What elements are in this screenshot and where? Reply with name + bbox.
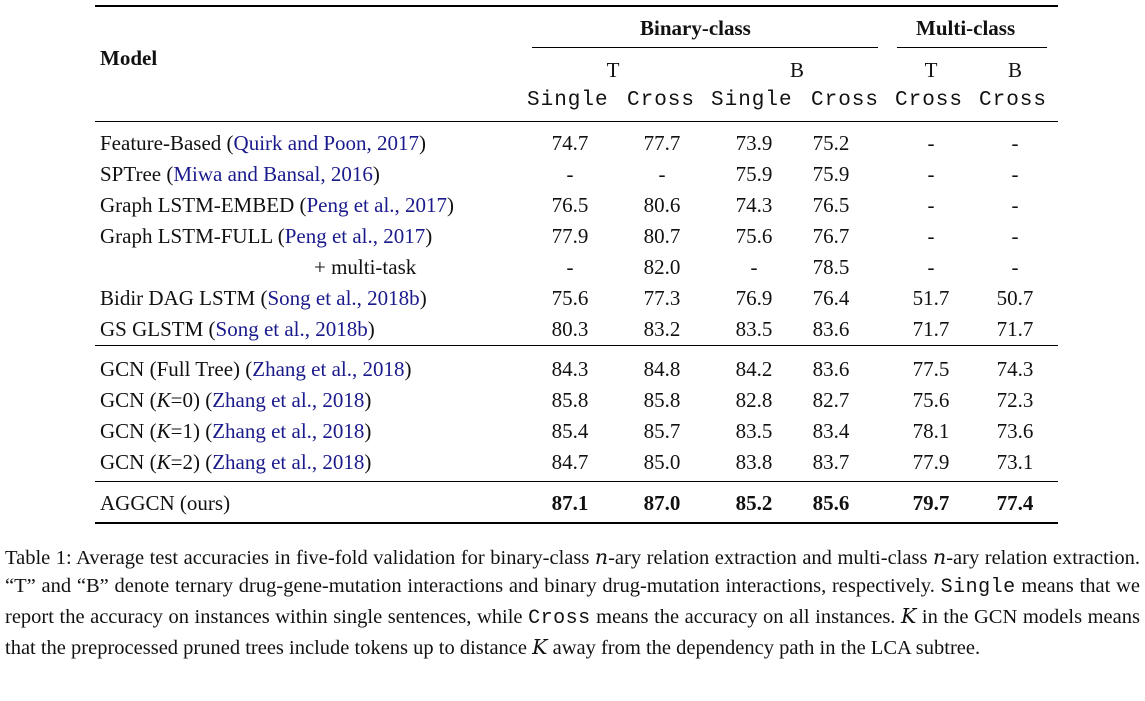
row-model-name: GCN (K=0) (Zhang et al., 2018) — [100, 388, 372, 412]
row-model-name: Feature-Based (Quirk and Poon, 2017) — [100, 131, 427, 155]
citation-link[interactable]: Song et al., 2018b — [267, 286, 420, 310]
table-cell: 76.4 — [812, 286, 850, 310]
caption-part-1: Table 1: Average test accuracies in five-fold validation for binary-class — [5, 547, 595, 569]
model-k-value: =0) — [170, 388, 200, 412]
table-cell: 77.9 — [912, 450, 950, 474]
table-cell: - — [658, 162, 666, 186]
group-rule-2 — [95, 481, 1058, 482]
header-binary-class: Binary-class — [640, 16, 751, 40]
model-label: Graph LSTM-EMBED — [100, 193, 295, 217]
model-k-symbol: K — [156, 419, 171, 443]
citation-link[interactable]: Zhang et al., 2018 — [212, 419, 365, 443]
table-cell: 75.9 — [812, 162, 850, 186]
table-cell: 75.6 — [735, 224, 773, 248]
table-cell: 77.5 — [912, 357, 950, 381]
citation-link[interactable]: Peng et al., 2017 — [284, 224, 426, 248]
group-rule-1 — [95, 345, 1058, 346]
model-label: Bidir DAG LSTM — [100, 286, 256, 310]
table-cell: 83.5 — [735, 317, 773, 341]
bottom-rule — [95, 522, 1058, 524]
model-k-value: =2) — [170, 450, 200, 474]
row-model-name: Bidir DAG LSTM (Song et al., 2018b) — [100, 286, 427, 310]
table-cell: - — [1011, 131, 1019, 155]
row-model-name: GCN (K=1) (Zhang et al., 2018) — [100, 419, 372, 443]
model-label: GS GLSTM — [100, 317, 204, 341]
table-cell: - — [1011, 255, 1019, 279]
caption-single-term: Single — [940, 576, 1016, 599]
table-cell: 74.3 — [735, 193, 773, 217]
row-model-name — [100, 491, 230, 515]
table-cell: - — [750, 255, 758, 279]
table-cell: 71.7 — [912, 317, 950, 341]
multi-class-underline — [897, 47, 1047, 48]
model-label: Graph LSTM-FULL — [100, 224, 273, 248]
table-cell: 85.7 — [643, 419, 681, 443]
row-model-name: SPTree (Miwa and Bansal, 2016) — [100, 162, 380, 186]
caption-part-5: means the accuracy on all instances. — [590, 606, 901, 628]
header-setting-cross-2: Cross — [811, 89, 880, 112]
table-cell: 87.1 — [551, 491, 589, 515]
table-cell: 77.4 — [996, 491, 1034, 515]
model-k-symbol: K — [156, 450, 171, 474]
header-sub-T-multi: T — [924, 58, 938, 82]
caption-part-6: in the GCN models means that the preprocessed pruned trees include tokens up to distance — [5, 606, 1140, 659]
header-setting-cross-3: Cross — [895, 89, 964, 112]
header-setting-single-2: Single — [711, 89, 793, 112]
table-cell: 84.2 — [735, 357, 773, 381]
header-model: Model — [100, 46, 158, 70]
model-label: + multi-task — [314, 255, 417, 279]
model-label: GCN (Full Tree) — [100, 357, 241, 381]
model-k-symbol: K — [156, 388, 171, 412]
row-model-name: GCN (K=2) (Zhang et al., 2018) — [100, 450, 372, 474]
table-cell: 82.0 — [643, 255, 681, 279]
citation-link[interactable]: Peng et al., 2017 — [306, 193, 448, 217]
header-rule — [95, 121, 1058, 122]
row-model-name: GCN (Full Tree) (Zhang et al., 2018) — [100, 357, 412, 381]
caption-part-3: -ary relation extraction. “T” and “B” denote ternary drug-gene-mutation interactions and binary drug-mutation interactions, respectively. — [5, 547, 1140, 597]
top-rule — [95, 5, 1058, 7]
table-cell: 84.7 — [551, 450, 589, 474]
row-model-name: Graph LSTM-FULL (Peng et al., 2017) — [100, 224, 433, 248]
table-cell: 74.7 — [551, 131, 589, 155]
citation-link[interactable]: Zhang et al., 2018 — [212, 388, 365, 412]
table-cell: 73.9 — [735, 131, 773, 155]
table-cell: 87.0 — [643, 491, 681, 515]
table-cell: 78.5 — [812, 255, 850, 279]
caption-part-4: means that we report the accuracy on instances within single sentences, while — [5, 575, 1140, 628]
table-cell: - — [927, 255, 935, 279]
table-cell: - — [1011, 193, 1019, 217]
table-cell: 73.1 — [996, 450, 1034, 474]
caption-part-2: -ary relation extraction and multi-class — [608, 547, 933, 569]
table-cell: 73.6 — [996, 419, 1034, 443]
table-cell: 83.6 — [812, 357, 850, 381]
table-cell: - — [927, 131, 935, 155]
table-cell: 77.9 — [551, 224, 589, 248]
table-cell: 76.9 — [735, 286, 773, 310]
table-cell: 75.2 — [812, 131, 850, 155]
caption-part-7: away from the dependency path in the LCA subtree. — [547, 637, 981, 659]
caption-var-k-2: K — [532, 635, 548, 659]
table-cell: 85.4 — [551, 419, 589, 443]
model-label: AGGCN (ours) — [100, 491, 231, 515]
table-cell: 85.8 — [643, 388, 681, 412]
caption-var-n-1: n — [594, 545, 609, 569]
header-setting-single-1: Single — [527, 89, 609, 112]
row-model-name — [314, 255, 416, 279]
model-label: SPTree — [100, 162, 162, 186]
row-model-name: GS GLSTM (Song et al., 2018b) — [100, 317, 375, 341]
citation-link[interactable]: Zhang et al., 2018 — [212, 450, 365, 474]
model-label: GCN ( — [100, 419, 157, 443]
header-sub-T-binary: T — [606, 58, 620, 82]
model-label: Feature-Based — [100, 131, 222, 155]
table-cell: 80.3 — [551, 317, 589, 341]
table-cell: 85.2 — [735, 491, 773, 515]
table-cell: 79.7 — [912, 491, 950, 515]
caption-var-n-2: n — [932, 545, 947, 569]
binary-class-underline — [532, 47, 878, 48]
table-cell: - — [927, 224, 935, 248]
caption-cross-term: Cross — [528, 607, 591, 630]
table-cell: - — [1011, 162, 1019, 186]
citation-link[interactable]: Zhang et al., 2018 — [252, 357, 405, 381]
table-cell: 50.7 — [996, 286, 1034, 310]
table-cell: 78.1 — [912, 419, 950, 443]
citation-link[interactable]: Miwa and Bansal, 2016 — [173, 162, 373, 186]
table-cell: 84.8 — [643, 357, 681, 381]
table-cell: 75.6 — [551, 286, 589, 310]
table-cell: 84.3 — [551, 357, 589, 381]
header-sub-B-multi: B — [1007, 58, 1022, 82]
header-setting-cross-4: Cross — [979, 89, 1048, 112]
table-cell: 76.5 — [551, 193, 589, 217]
table-cell: 85.6 — [812, 491, 850, 515]
table-cell: 83.2 — [643, 317, 681, 341]
table-cell: 76.7 — [812, 224, 850, 248]
header-setting-cross-1: Cross — [627, 89, 696, 112]
row-model-name: Graph LSTM-EMBED (Peng et al., 2017) — [100, 193, 455, 217]
table-cell: 72.3 — [996, 388, 1034, 412]
table-cell: 85.0 — [643, 450, 681, 474]
table-cell: - — [927, 193, 935, 217]
table-cell: 82.8 — [735, 388, 773, 412]
table-caption — [5, 543, 1140, 662]
table-cell: - — [566, 255, 574, 279]
table-cell: 74.3 — [996, 357, 1034, 381]
table-cell: 77.3 — [643, 286, 681, 310]
citation-link[interactable]: Quirk and Poon, 2017 — [233, 131, 420, 155]
table-cell: 83.4 — [812, 419, 850, 443]
table-cell: - — [1011, 224, 1019, 248]
model-k-value: =1) — [170, 419, 200, 443]
table-cell: 85.8 — [551, 388, 589, 412]
table-cell: - — [927, 162, 935, 186]
table-cell: 83.5 — [735, 419, 773, 443]
table-cell: - — [566, 162, 574, 186]
model-label: GCN ( — [100, 388, 157, 412]
table-cell: 71.7 — [996, 317, 1034, 341]
header-multi-class: Multi-class — [916, 16, 1016, 40]
caption-var-k-1: K — [901, 604, 917, 628]
table-cell: 83.7 — [812, 450, 850, 474]
table-cell: 77.7 — [643, 131, 681, 155]
table-cell: 80.6 — [643, 193, 681, 217]
table-cell: 51.7 — [912, 286, 950, 310]
table-cell: 80.7 — [643, 224, 681, 248]
table-cell: 75.6 — [912, 388, 950, 412]
table-cell: 75.9 — [735, 162, 773, 186]
table-cell: 83.6 — [812, 317, 850, 341]
table-cell: 76.5 — [812, 193, 850, 217]
table-cell: 82.7 — [812, 388, 850, 412]
table-cell: 83.8 — [735, 450, 773, 474]
citation-link[interactable]: Song et al., 2018b — [215, 317, 368, 341]
model-label: GCN ( — [100, 450, 157, 474]
header-sub-B-binary: B — [789, 58, 804, 82]
